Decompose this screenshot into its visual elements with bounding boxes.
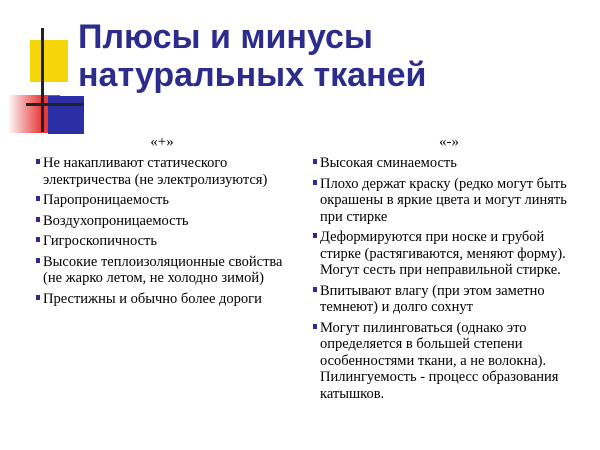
list-item-text: Паропроницаемость (43, 192, 169, 208)
list-item (36, 291, 288, 308)
list-item (313, 320, 585, 403)
square-bullet-icon (313, 180, 317, 185)
list-item-text: Воздухопроницаемость (43, 212, 189, 229)
cons-list (313, 155, 585, 402)
square-bullet-icon (36, 159, 40, 164)
decor-horizontal-line (26, 103, 84, 106)
square-bullet-icon (36, 196, 40, 201)
list-item (313, 229, 585, 279)
list-item-text: Могут пилинговаться (однако это определяется в большей степени особенностями ткани, а не волокна). Пилингуемость - процесс образования катышков. (320, 319, 559, 402)
list-item-text: Плохо держат краску (редко могут быть окрашены в яркие цвета и могут линять при стирке (320, 175, 567, 225)
list-item (36, 192, 288, 209)
list-item (36, 155, 288, 188)
square-bullet-icon (313, 159, 317, 164)
list-item (36, 254, 288, 287)
list-item (36, 213, 288, 230)
list-item-text: Высокие теплоизоляционные свойства (не жарко летом, не холодно зимой) (43, 253, 283, 286)
decor-blue-square (48, 96, 84, 134)
list-item-text: Гигроскопичность (43, 233, 157, 249)
list-item (313, 155, 585, 172)
square-bullet-icon (36, 258, 40, 263)
slide-title: Плюсы и минусы натуральных тканей (78, 18, 427, 94)
decor-vertical-line (41, 28, 44, 132)
list-item (36, 233, 288, 250)
square-bullet-icon (36, 217, 40, 222)
list-item-text: Престижны и обычно более дороги (43, 290, 262, 307)
list-item-text: Деформируются при носке и грубой стирке (растягиваются, меняют форму). Могут сесть при неправильной стирке. (320, 229, 566, 278)
square-bullet-icon (313, 287, 317, 292)
pros-list (36, 155, 288, 307)
square-bullet-icon (313, 233, 317, 238)
cons-heading: «-» (439, 134, 459, 150)
list-item (313, 176, 585, 226)
pros-heading: «+» (150, 134, 174, 150)
square-bullet-icon (36, 237, 40, 242)
square-bullet-icon (36, 295, 40, 300)
list-item-text: Высокая сминаемость (320, 155, 457, 171)
list-item-text: Не накапливают статического электричества (не электролизуются) (43, 155, 268, 188)
decor-yellow-square (30, 40, 68, 82)
cons-column (313, 133, 585, 406)
list-item (313, 283, 585, 316)
list-item-text: Впитывают влагу (при этом заметно темнеют) и долго сохнут (320, 282, 545, 315)
square-bullet-icon (313, 324, 317, 329)
pros-column (36, 133, 288, 311)
